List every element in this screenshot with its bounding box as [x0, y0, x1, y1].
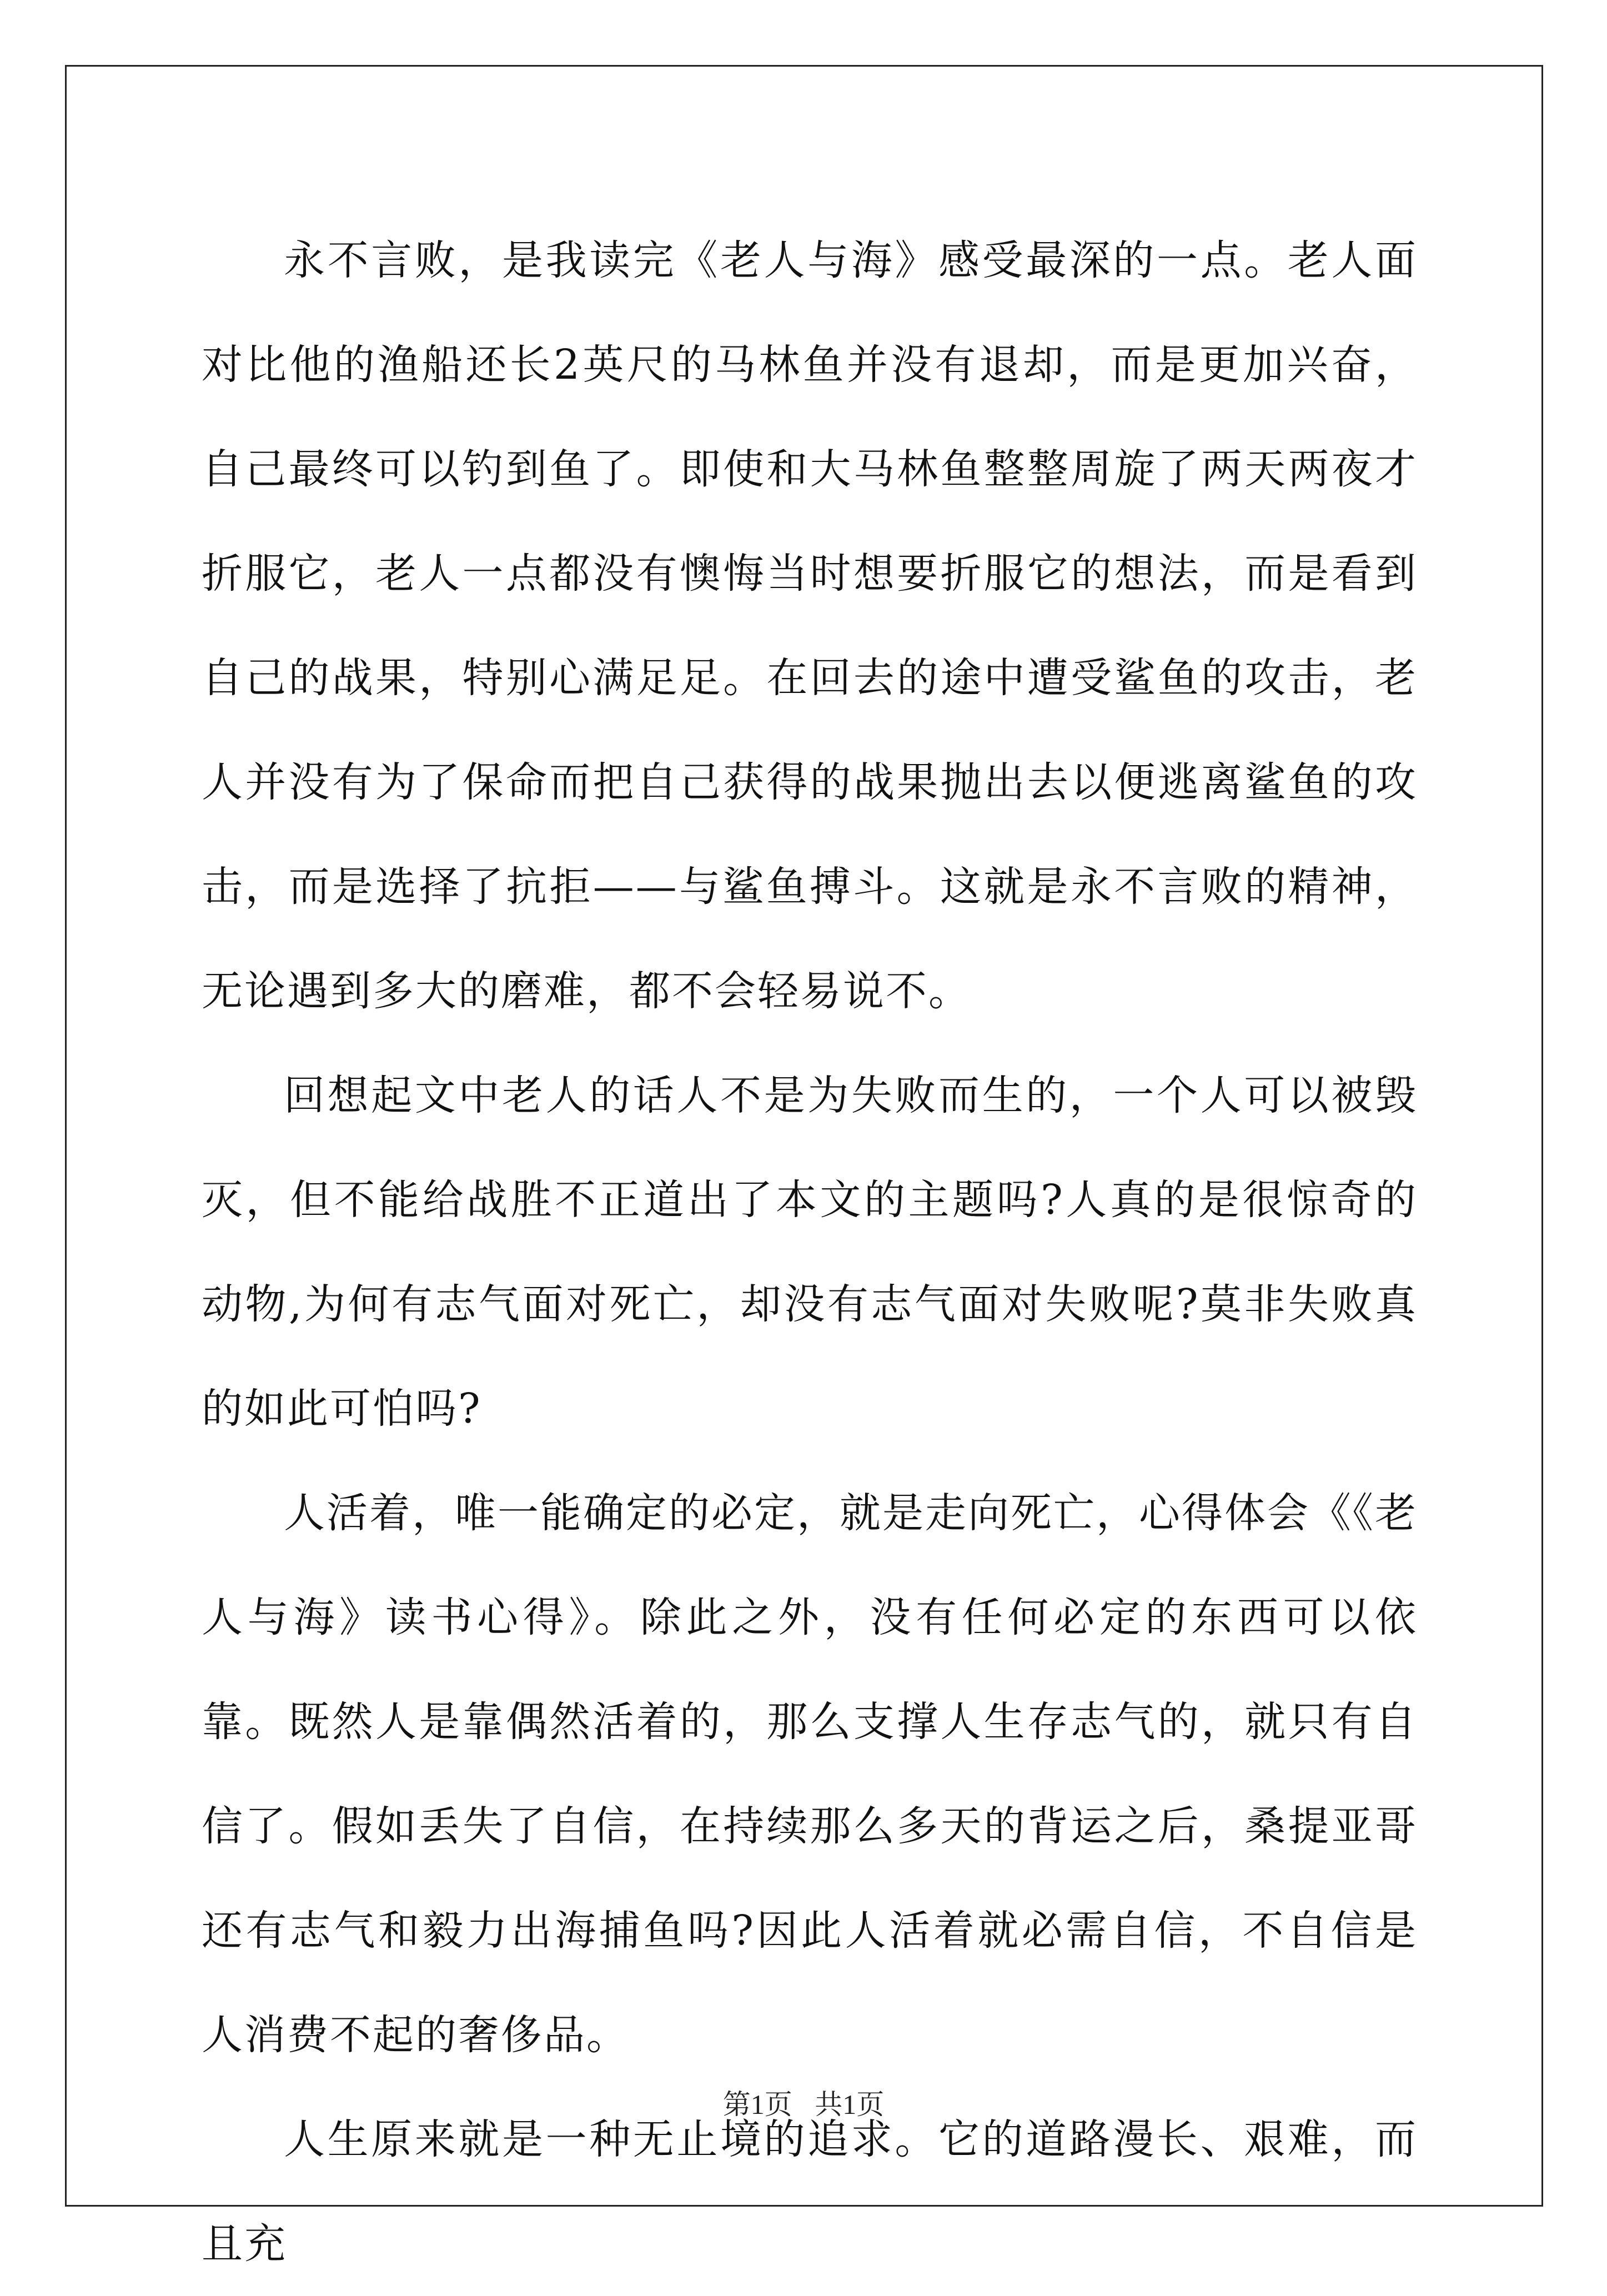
- paragraph: 回想起文中老人的话人不是为失败而生的，一个人可以被毁灭，但不能给战胜不正道出了本文的主题吗?人真的是很惊奇的动物,为何有志气面对死亡，却没有志气面对失败呢?莫非失败真的如此可怕吗?: [202, 1072, 1418, 1433]
- document-body: [202, 208, 1418, 2296]
- paragraph: 永不言败，是我读完《老人与海》感受最深的一点。老人面对比他的渔船还长2英尺的马林鱼并没有退却，而是更加兴奋，自己最终可以钓到鱼了。即使和大马林鱼整整周旋了两天两夜才折服它，老人一点都没有懊悔当时想要折服它的想法，而是看到自己的战果，特别心满足足。在回去的途中遭受鲨鱼的攻击，老人并没有为了保命而把自己获得的战果抛出去以便逃离鲨鱼的攻击，而是选择了抗拒——与鲨鱼搏斗。这就是永不言败的精神，无论遇到多大的磨难，都不会轻易说不。: [202, 237, 1418, 1015]
- page-number: 第1页: [722, 2089, 792, 2120]
- paragraph: 人活着，唯一能确定的必定，就是走向死亡，心得体会《《老人与海》读书心得》。除此之外，没有任何必定的东西可以依靠。既然人是靠偶然活着的，那么支撑人生存志气的，就只有自信了。假如丢失了自信，在持续那么多天的背运之后，桑提亚哥还有志气和毅力出海捕鱼吗?因此人活着就必需自信，不自信是人消费不起的奢侈品。: [202, 1489, 1418, 2059]
- page-footer: [0, 2082, 1607, 2122]
- page-total: 共1页: [815, 2089, 885, 2120]
- paragraph: 人生原来就是一种无止境的追求。它的道路漫长、艰难，而且充: [202, 2116, 1418, 2268]
